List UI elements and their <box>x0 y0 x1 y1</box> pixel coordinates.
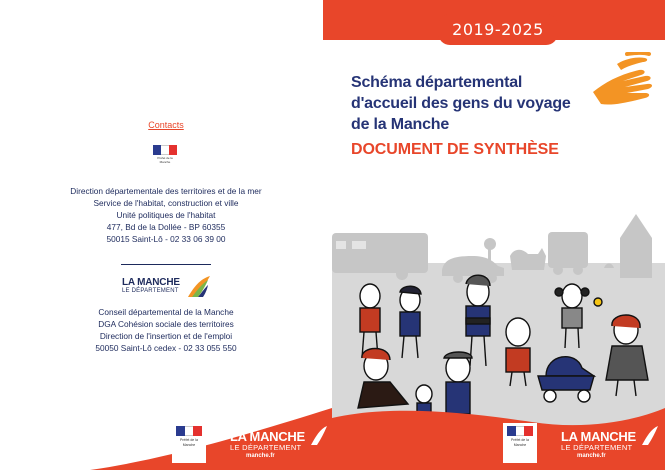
address-line: Direction départementale des territoires et de la mer <box>70 186 262 196</box>
french-republic-logo <box>152 145 178 177</box>
address-line: 50015 Saint-Lô - 02 33 06 39 00 <box>106 234 226 244</box>
dog-icon <box>510 248 546 270</box>
french-republic-logo-footer <box>172 423 206 463</box>
logo-title: LA MANCHE <box>122 277 180 288</box>
contacts-title: Contacts <box>148 120 184 130</box>
ddtm-address <box>0 185 332 245</box>
footer-logo-title: LA MANCHE <box>230 429 305 444</box>
sail-icon <box>186 275 212 299</box>
sail-icon <box>641 425 659 447</box>
year-tab <box>438 14 558 45</box>
document-subtitle: DOCUMENT DE SYNTHÈSE <box>351 141 559 158</box>
address-line: Conseil départemental de la Manche <box>98 307 234 317</box>
address-line: 50050 Saint-Lô cedex - 02 33 055 550 <box>95 343 237 353</box>
la-manche-footer-logo-right <box>561 425 661 465</box>
car-icon <box>442 256 504 276</box>
sail-icon <box>310 425 328 447</box>
french-republic-logo-footer-right <box>503 423 537 463</box>
la-manche-footer-logo <box>230 425 330 465</box>
document-title <box>351 72 591 135</box>
la-manche-logo <box>122 277 210 299</box>
title-line: Schéma départemental <box>351 74 523 91</box>
caravan-icon <box>332 233 428 273</box>
footer-logo-subtitle: LE DÉPARTEMENT <box>230 443 302 452</box>
address-line: Direction de l'insertion et de l'emploi <box>99 331 233 341</box>
logo-subtitle: LE DÉPARTEMENT <box>122 288 179 294</box>
cd-address <box>0 306 332 354</box>
footer-logo-title: LA MANCHE <box>561 429 636 444</box>
address-line: 477, Bd de la Dollée - BP 60355 <box>106 222 226 232</box>
title-line: d'accueil des gens du voyage <box>351 95 571 112</box>
address-line: Unité politiques de l'habitat <box>116 210 216 220</box>
footer-website: manche.fr <box>246 453 275 459</box>
address-line: Service de l'habitat, construction et ville <box>93 198 239 208</box>
years-label: 2019-2025 <box>452 20 544 39</box>
caravan-icon <box>548 232 588 268</box>
footer-logo-subtitle: LE DÉPARTEMENT <box>561 443 633 452</box>
hand-icon <box>583 52 663 114</box>
rf-footer-text: Préfet de la Manche <box>511 438 529 447</box>
rf-logo-text: Préfet de la Manche <box>157 156 173 164</box>
address-line: DGA Cohésion sociale des territoires <box>98 319 234 329</box>
divider <box>121 264 211 265</box>
title-line: de la Manche <box>351 116 450 133</box>
rf-footer-text: Préfet de la Manche <box>180 438 198 447</box>
footer-website: manche.fr <box>577 453 606 459</box>
